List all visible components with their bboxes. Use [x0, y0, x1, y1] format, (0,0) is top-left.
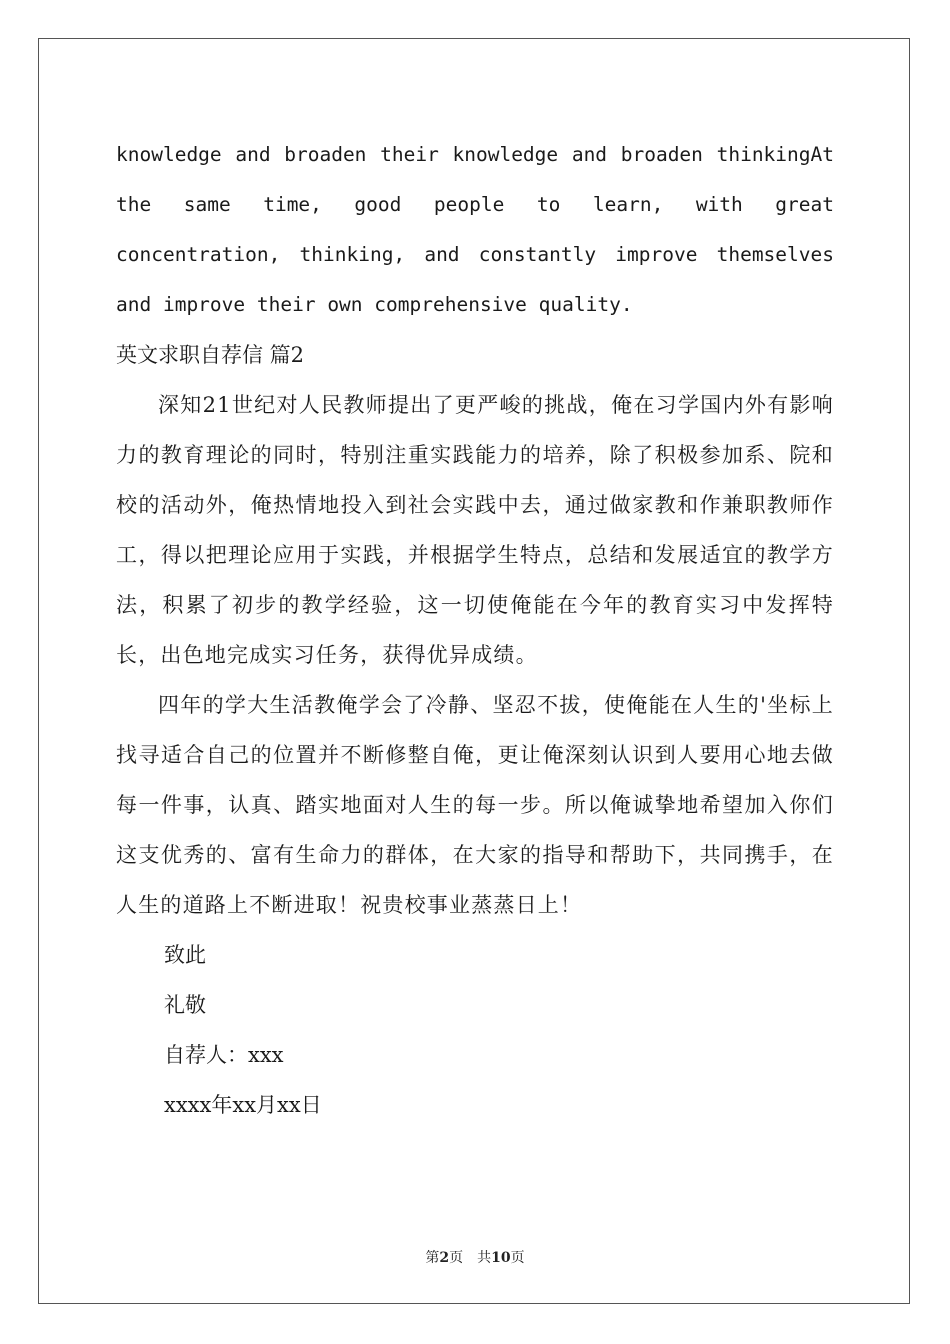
body-paragraph-1: 深知21世纪对人民教师提出了更严峻的挑战，俺在习学国内外有影响力的教育理论的同时，特别注重实践能力的培养，除了积极参加系、院和校的活动外，俺热情地投入到社会实践中去，通过做家教和作兼职教师作工，得以把理论应用于实践，并根据学生特点，总结和发展适宜的教学方法，积累了初步的教学经验，这一切使俺能在今年的教育实习中发挥特长，出色地完成实习任务，获得优异成绩。 [116, 393, 834, 667]
page-footer [0, 1247, 950, 1267]
body-paragraph-2: 四年的学大生活教俺学会了冷静、坚忍不拔，使俺能在人生的'坐标上找寻适合自己的位置并不断修整自俺，更让俺深刻认识到人要用心地去做每一件事，认真、踏实地面对人生的每一步。所以俺诚挚地希望加入你们这支优秀的、富有生命力的群体，在大家的指导和帮助下，共同携手，在人生的道路上不断进取！祝贵校事业蒸蒸日上！ [116, 693, 834, 917]
english-paragraph: knowledge and broaden their knowledge and broaden thinkingAt the same time, good people to learn, with great concentration, thinking, and constantly improve themselves and improve their own comprehensive quality. [116, 143, 834, 316]
closing-salute: 礼敬 [164, 993, 206, 1017]
page-total: 10 [491, 1250, 511, 1266]
section-heading: 英文求职自荐信 篇2 [116, 343, 305, 367]
document-body [116, 130, 834, 1130]
page-prefix: 第 [425, 1250, 440, 1266]
date-line: xxxx年xx月xx日 [164, 1093, 322, 1117]
closing-greeting: 致此 [164, 943, 206, 967]
page-mid: 页 共 [449, 1250, 492, 1266]
signature-line: 自荐人：xxx [164, 1043, 284, 1067]
page-suffix: 页 [510, 1250, 525, 1266]
page-current: 2 [439, 1250, 450, 1266]
